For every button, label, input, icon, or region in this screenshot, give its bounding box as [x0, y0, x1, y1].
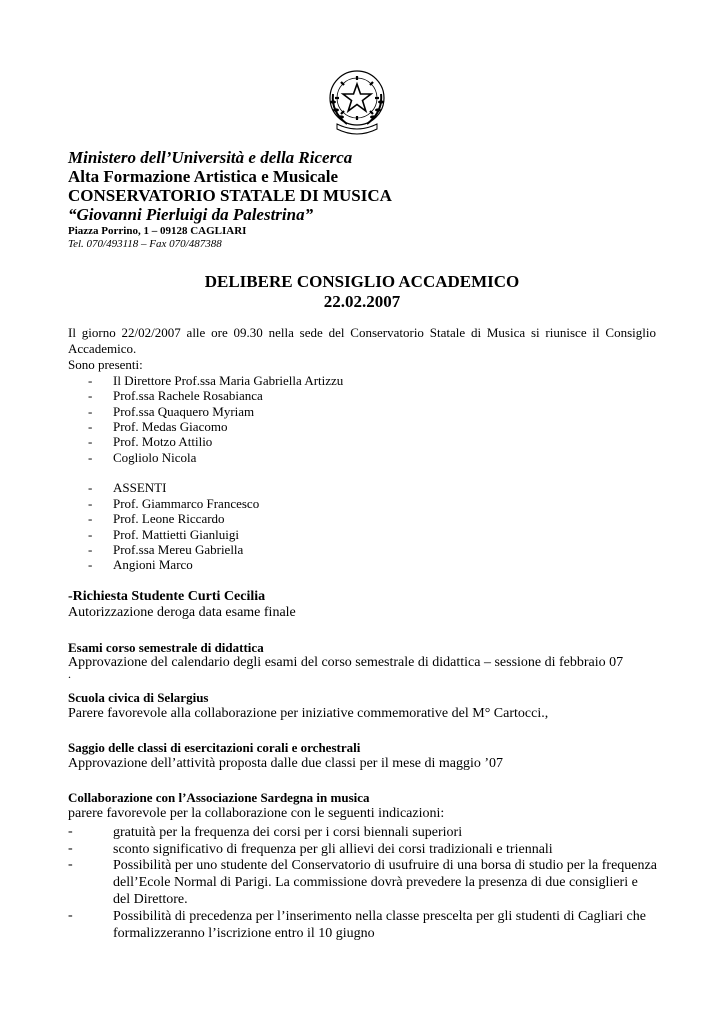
list-dash: -: [88, 527, 93, 542]
absent-item: Prof. Leone Riccardo: [113, 511, 225, 526]
list-dash: -: [88, 542, 93, 557]
section-title: Saggio delle classi di esercitazioni corali e orchestrali: [68, 740, 361, 755]
condition-item: Possibilità di precedenza per l’inserimento nella classe prescelta per gli studenti di Cagliari che formalizzeranno l’iscrizione entro il 10 giugno: [113, 909, 646, 941]
section-body: Autorizzazione deroga data esame finale: [68, 605, 296, 620]
list-dash: -: [88, 511, 93, 526]
present-item: Prof. Medas Giacomo: [113, 419, 228, 434]
list-dash: -: [68, 908, 73, 923]
condition-item: Possibilità per uno studente del Conservatorio di usufruire di una borsa di studio per la frequenza dell’Ecole Normal di Parigi. La commissione dovrà prevedere la presenza di due consiglieri e del Direttore.: [113, 858, 657, 907]
section-body: Approvazione dell’attività proposta dalle due classi per il mese di maggio ’07: [68, 756, 504, 771]
condition-item: sconto significativo di frequenza per gli allievi dei corsi tradizionali e triennali: [113, 842, 553, 857]
section-body: Parere favorevole alla collaborazione per iniziative commemorative del M° Cartocci.,: [68, 706, 549, 721]
ministry-heading: Ministero dell’Università e della Ricerca: [68, 148, 353, 167]
list-dash: -: [88, 434, 93, 449]
present-item: Cogliolo Nicola: [113, 450, 197, 465]
list-dash: -: [88, 480, 93, 495]
document-title: DELIBERE CONSIGLIO ACCADEMICO: [204, 272, 520, 291]
address-line: Piazza Porrino, 1 – 09128 CAGLIARI: [68, 225, 247, 237]
intro-paragraph: Il giorno 22/02/2007 alle ore 09.30 nella sede del Conservatorio Statale di Musica si riunisce il Consiglio Accademico.: [68, 325, 656, 356]
section-title: Collaborazione con l’Associazione Sardegna in musica: [68, 790, 370, 805]
conservatory-name: “Giovanni Pierluigi da Palestrina”: [68, 205, 314, 224]
document-date: 22.02.2007: [323, 292, 401, 311]
list-dash: -: [88, 419, 93, 434]
condition-item: gratuità per la frequenza dei corsi per i corsi biennali superiori: [113, 825, 463, 840]
list-dash: -: [68, 824, 73, 839]
present-item: Il Direttore Prof.ssa Maria Gabriella Artizzu: [113, 373, 344, 388]
phone-line: Tel. 070/493118 – Fax 070/487388: [68, 238, 222, 250]
afam-heading: Alta Formazione Artistica e Musicale: [68, 167, 339, 186]
section-title: Esami corso semestrale di didattica: [68, 640, 264, 655]
list-dash: -: [68, 841, 73, 856]
list-dash: -: [88, 450, 93, 465]
absent-item: Angioni Marco: [113, 557, 193, 572]
absent-heading: ASSENTI: [113, 480, 167, 495]
section-title: -Richiesta Studente Curti Cecilia: [68, 589, 266, 604]
section-trailer: .: [68, 667, 71, 681]
list-dash: -: [88, 388, 93, 403]
list-dash: -: [88, 373, 93, 388]
present-item: Prof. Motzo Attilio: [113, 434, 213, 449]
present-item: Prof.ssa Rachele Rosabianca: [113, 388, 263, 403]
list-dash: -: [68, 857, 73, 872]
section-body: parere favorevole per la collaborazione con le seguenti indicazioni:: [68, 806, 445, 821]
absent-item: Prof. Giammarco Francesco: [113, 496, 260, 511]
section-body: Approvazione del calendario degli esami del corso semestrale di didattica – sessione di febbraio 07: [68, 655, 624, 670]
absent-item: Prof.ssa Mereu Gabriella: [113, 542, 244, 557]
list-dash: -: [88, 557, 93, 572]
present-item: Prof.ssa Quaquero Myriam: [113, 404, 255, 419]
list-dash: -: [88, 404, 93, 419]
list-dash: -: [88, 496, 93, 511]
conservatory-heading: CONSERVATORIO STATALE DI MUSICA: [68, 186, 392, 205]
italian-republic-emblem-icon: [321, 64, 393, 136]
absent-item: Prof. Mattietti Gianluigi: [113, 527, 240, 542]
present-label: Sono presenti:: [68, 357, 143, 372]
section-title: Scuola civica di Selargius: [68, 690, 209, 705]
